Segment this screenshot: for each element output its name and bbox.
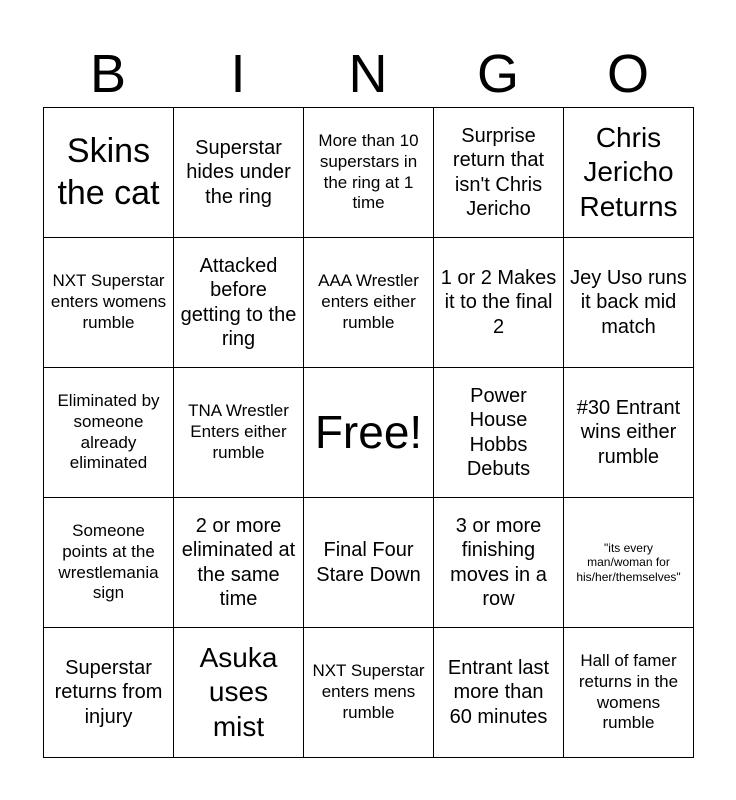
header-letter-b: B: [89, 44, 127, 104]
bingo-cell[interactable]: Superstar hides under the ring: [174, 108, 304, 238]
board-row: [44, 498, 694, 628]
bingo-cell[interactable]: Entrant last more than 60 minutes: [434, 628, 564, 758]
bingo-cell[interactable]: More than 10 superstars in the ring at 1 time: [304, 108, 434, 238]
bingo-cell[interactable]: Someone points at the wrestlemania sign: [44, 498, 174, 628]
bingo-cell[interactable]: Hall of famer returns in the womens rumble: [564, 628, 694, 758]
bingo-cell[interactable]: 1 or 2 Makes it to the final 2: [434, 238, 564, 368]
header-letter-o: O: [606, 44, 649, 104]
header-letter-n: N: [348, 44, 388, 104]
bingo-header: [43, 40, 693, 108]
bingo-cell[interactable]: AAA Wrestler enters either rumble: [304, 238, 434, 368]
board-row: [44, 238, 694, 368]
board-row: [44, 108, 694, 238]
board-row: [44, 628, 694, 758]
bingo-cell[interactable]: Chris Jericho Returns: [564, 108, 694, 238]
bingo-cell[interactable]: Eliminated by someone already eliminated: [44, 368, 174, 498]
bingo-cell[interactable]: NXT Superstar enters womens rumble: [44, 238, 174, 368]
bingo-cell[interactable]: NXT Superstar enters mens rumble: [304, 628, 434, 758]
bingo-cell[interactable]: Asuka uses mist: [174, 628, 304, 758]
bingo-cell[interactable]: Power House Hobbs Debuts: [434, 368, 564, 498]
board-row: [44, 368, 694, 498]
free-space-cell[interactable]: Free!: [304, 368, 434, 498]
bingo-cell[interactable]: #30 Entrant wins either rumble: [564, 368, 694, 498]
bingo-cell[interactable]: Superstar returns from injury: [44, 628, 174, 758]
bingo-cell[interactable]: Jey Uso runs it back mid match: [564, 238, 694, 368]
bingo-cell[interactable]: Attacked before getting to the ring: [174, 238, 304, 368]
bingo-cell[interactable]: 3 or more finishing moves in a row: [434, 498, 564, 628]
header-letter-g: G: [476, 44, 519, 104]
bingo-board: [43, 107, 694, 758]
bingo-cell[interactable]: 2 or more eliminated at the same time: [174, 498, 304, 628]
bingo-cell[interactable]: Final Four Stare Down: [304, 498, 434, 628]
bingo-cell[interactable]: Surprise return that isn't Chris Jericho: [434, 108, 564, 238]
bingo-cell[interactable]: Skins the cat: [44, 108, 174, 238]
bingo-cell[interactable]: "its every man/woman for his/her/themselves": [564, 498, 694, 628]
header-letter-i: I: [230, 44, 246, 104]
bingo-cell[interactable]: TNA Wrestler Enters either rumble: [174, 368, 304, 498]
